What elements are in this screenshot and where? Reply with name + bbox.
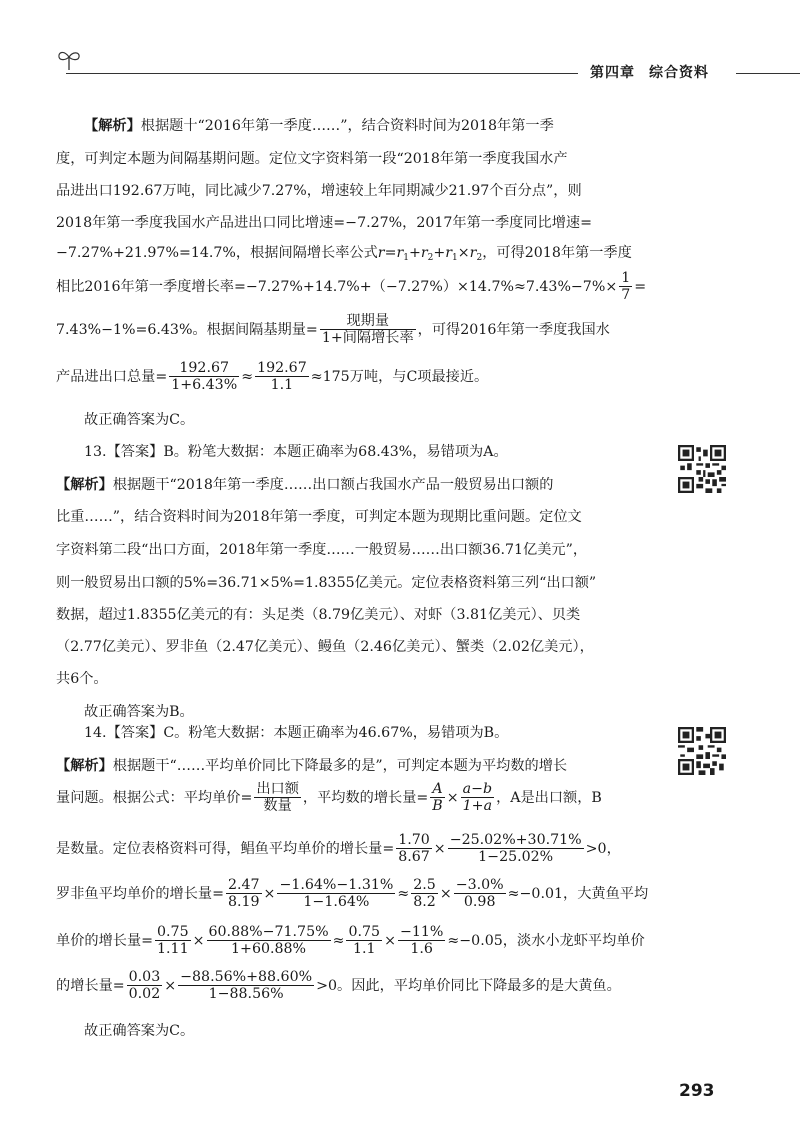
numerator: 0.03 bbox=[128, 969, 161, 985]
denominator: 0.98 bbox=[463, 894, 496, 911]
text-span: = bbox=[634, 278, 647, 295]
q14-line-4 bbox=[56, 877, 648, 911]
denominator: 8.67 bbox=[398, 849, 430, 866]
denominator: 7 bbox=[621, 287, 631, 304]
text-span: 是数量。定位表格资料可得，鲳鱼平均单价的增长量= bbox=[56, 840, 395, 857]
fraction bbox=[398, 924, 445, 958]
text-span: >0。因此，平均单价同比下降最多的是大黄鱼。 bbox=[316, 977, 621, 994]
numerator: 1.70 bbox=[398, 832, 430, 848]
subscript: 2 bbox=[427, 253, 434, 263]
text-span: × bbox=[384, 932, 396, 949]
fraction bbox=[169, 360, 239, 394]
analysis-label: 【解析】 bbox=[56, 477, 113, 493]
p12-line-2: 度，可判定本题为间隔基期问题。定位文字资料第一段“2018年第一季度我国水产 bbox=[56, 151, 568, 167]
fraction bbox=[127, 969, 163, 1003]
text-span: 产品进出口总量= bbox=[56, 368, 168, 385]
fraction bbox=[226, 877, 262, 911]
p12-line-7 bbox=[56, 313, 610, 347]
denominator: 1+6.43% bbox=[171, 377, 238, 394]
qr-code-icon bbox=[678, 445, 726, 493]
q14-line-1 bbox=[56, 759, 567, 773]
text-span: ≈ bbox=[397, 885, 410, 902]
header-rule-left bbox=[66, 73, 578, 74]
text-span: × bbox=[439, 885, 452, 902]
q14-answer: 14.【答案】C。粉笔大数据：本题正确率为46.67%，易错项为B。 bbox=[84, 725, 509, 741]
fraction bbox=[277, 877, 395, 911]
denominator: 数量 bbox=[263, 798, 292, 815]
denominator: 1.6 bbox=[410, 941, 433, 958]
q14-line-6 bbox=[56, 969, 621, 1003]
q14-conclusion: 故正确答案为C。 bbox=[84, 1023, 195, 1039]
text-span: ，A是出口额，B bbox=[496, 789, 602, 806]
analysis-label: 【解析】 bbox=[84, 118, 141, 134]
text-span: ≈ bbox=[332, 932, 345, 949]
q13-line-1 bbox=[56, 478, 553, 492]
fraction bbox=[430, 781, 444, 815]
numerator: 1 bbox=[621, 270, 631, 286]
text-span: 根据题十“2016年第一季度……”，结合资料时间为2018年第一季 bbox=[140, 118, 554, 134]
fraction bbox=[320, 313, 416, 347]
numerator: −1.64%−1.31% bbox=[279, 877, 394, 893]
p12-line-1 bbox=[84, 119, 554, 133]
text-span: −7.27%+21.97%=14.7%，根据间隔增长率公式 bbox=[56, 245, 378, 261]
text-span: 根据题干“……平均单价同比下降最多的是”，可判定本题为平均数的增长 bbox=[112, 758, 568, 774]
text-span: ≈−0.01，大黄鱼平均 bbox=[507, 885, 649, 902]
section-label: 综合资料 bbox=[649, 65, 709, 81]
formula-span: +r bbox=[408, 245, 428, 261]
text-span: ，平均数的增长量= bbox=[302, 789, 429, 806]
p12-line-3: 品进出口192.67万吨，同比减少7.27%，增速较上年同期减少21.97个百分点”，则 bbox=[56, 183, 582, 199]
numerator: A bbox=[430, 781, 444, 798]
denominator: 0.02 bbox=[128, 986, 161, 1003]
p12-line-6 bbox=[56, 270, 646, 304]
denominator: 1.1 bbox=[352, 941, 376, 958]
denominator: 1−88.56% bbox=[208, 986, 284, 1003]
numerator: −11% bbox=[399, 924, 444, 940]
denominator: 1+间隔增长率 bbox=[321, 330, 414, 347]
text-span: 7.43%−1%=6.43%。根据间隔基期量= bbox=[56, 321, 318, 338]
text-span: 罗非鱼平均单价的增长量= bbox=[56, 885, 224, 902]
fraction bbox=[155, 924, 191, 958]
text-span: ，可得2016年第一季度我国水 bbox=[417, 321, 610, 338]
numerator: −3.0% bbox=[455, 877, 504, 893]
text-span: ，可得2018年第一季度 bbox=[482, 245, 632, 261]
text-span: 相比2016年第一季度增长率=−7.27%+14.7%+（−7.27%）×14.7%≈7.43%−7%× bbox=[56, 278, 618, 295]
numerator: 现期量 bbox=[320, 313, 416, 330]
q13-line-4: 则一般贸易出口额的5%=36.71×5%=1.8355亿美元。定位表格资料第三列“出口额” bbox=[56, 575, 597, 591]
denominator: B bbox=[432, 798, 443, 815]
q13-line-2: 比重……”，结合资料时间为2018年第一季度，可判定本题为现期比重问题。定位文 bbox=[56, 509, 582, 525]
text-span: × bbox=[192, 932, 205, 949]
denominator: 1−1.64% bbox=[303, 894, 370, 911]
text-span: ≈−0.05，淡水小龙虾平均单价 bbox=[447, 932, 645, 949]
sprout-logo-icon bbox=[56, 46, 82, 72]
denominator: 1+a bbox=[462, 798, 493, 815]
q13-line-7: 共6个。 bbox=[56, 671, 108, 687]
denominator: 8.2 bbox=[413, 894, 436, 911]
fraction bbox=[396, 832, 432, 866]
text-span: 单价的增长量= bbox=[56, 932, 154, 949]
p12-line-5 bbox=[56, 246, 632, 263]
text-span: × bbox=[263, 885, 276, 902]
q13-answer: 13.【答案】B。粉笔大数据：本题正确率为68.43%，易错项为A。 bbox=[84, 444, 508, 460]
numerator: 2.47 bbox=[227, 877, 260, 893]
fraction bbox=[207, 924, 331, 958]
text-span: 的增长量= bbox=[56, 977, 125, 994]
numerator: 出口额 bbox=[256, 781, 299, 797]
fraction bbox=[619, 270, 632, 304]
denominator: 1−25.02% bbox=[478, 849, 554, 866]
formula-span: r=r bbox=[377, 245, 404, 261]
denominator: 8.19 bbox=[227, 894, 260, 911]
p12-line-4: 2018年第一季度我国水产品进出口同比增速=−7.27%，2017年第一季度同比增速= bbox=[56, 215, 593, 231]
text-span: 量问题。根据公式：平均单价= bbox=[56, 789, 253, 806]
fraction bbox=[178, 969, 314, 1003]
text-span: ≈ bbox=[241, 368, 254, 385]
qr-code-icon bbox=[678, 727, 726, 775]
numerator: 60.88%−71.75% bbox=[208, 924, 329, 940]
fraction bbox=[461, 781, 494, 815]
numerator: 2.5 bbox=[413, 877, 436, 893]
p12-line-8 bbox=[56, 360, 488, 394]
q14-line-5 bbox=[56, 924, 645, 958]
denominator: 1+60.88% bbox=[231, 941, 307, 958]
denominator: 1.11 bbox=[157, 941, 189, 958]
chapter-label: 第四章 bbox=[590, 65, 635, 81]
fraction bbox=[255, 360, 309, 394]
fraction bbox=[448, 832, 584, 866]
q14-line-2 bbox=[56, 781, 602, 815]
formula-span: +r bbox=[433, 245, 453, 261]
text-span: × bbox=[446, 789, 459, 806]
q13-line-3: 字资料第二段“出口方面，2018年第一季度……一般贸易……出口额36.71亿美元”， bbox=[56, 542, 588, 558]
q13-line-5: 数据，超过1.8355亿美元的有：头足类（8.79亿美元）、对虾（3.81亿美元）、贝类 bbox=[56, 607, 581, 623]
subscript: 1 bbox=[403, 253, 409, 263]
fraction bbox=[411, 877, 438, 911]
fraction bbox=[346, 924, 382, 958]
numerator: a−b bbox=[462, 781, 493, 797]
text-span: × bbox=[164, 977, 177, 994]
subscript: 1 bbox=[452, 253, 458, 263]
numerator: 192.67 bbox=[169, 360, 239, 377]
numerator: −25.02%+30.71% bbox=[449, 832, 582, 848]
text-span: ≈175万吨，与C项最接近。 bbox=[310, 368, 489, 385]
subscript: 2 bbox=[476, 253, 483, 263]
header-rule-right bbox=[736, 73, 800, 74]
formula-span: ×r bbox=[457, 245, 477, 261]
analysis-label: 【解析】 bbox=[56, 758, 113, 774]
fraction bbox=[454, 877, 506, 911]
q14-line-3 bbox=[56, 832, 621, 866]
numerator: 192.67 bbox=[257, 360, 307, 376]
q13-conclusion: 故正确答案为B。 bbox=[84, 704, 194, 720]
numerator: 0.75 bbox=[348, 924, 381, 940]
q13-line-6: （2.77亿美元）、罗非鱼（2.47亿美元）、鳗鱼（2.46亿美元）、蟹类（2.02亿美元）， bbox=[56, 639, 594, 655]
text-span: × bbox=[433, 840, 446, 857]
fraction bbox=[254, 781, 301, 815]
numerator: 0.75 bbox=[157, 924, 189, 940]
page-number: 293 bbox=[679, 1081, 715, 1101]
running-header bbox=[590, 62, 723, 82]
p12-conclusion: 故正确答案为C。 bbox=[84, 412, 195, 428]
numerator: −88.56%+88.60% bbox=[180, 969, 313, 985]
text-span: >0， bbox=[585, 840, 621, 857]
text-span: 根据题干“2018年第一季度……出口额占我国水产品一般贸易出口额的 bbox=[112, 477, 554, 493]
denominator: 1.1 bbox=[270, 377, 294, 394]
